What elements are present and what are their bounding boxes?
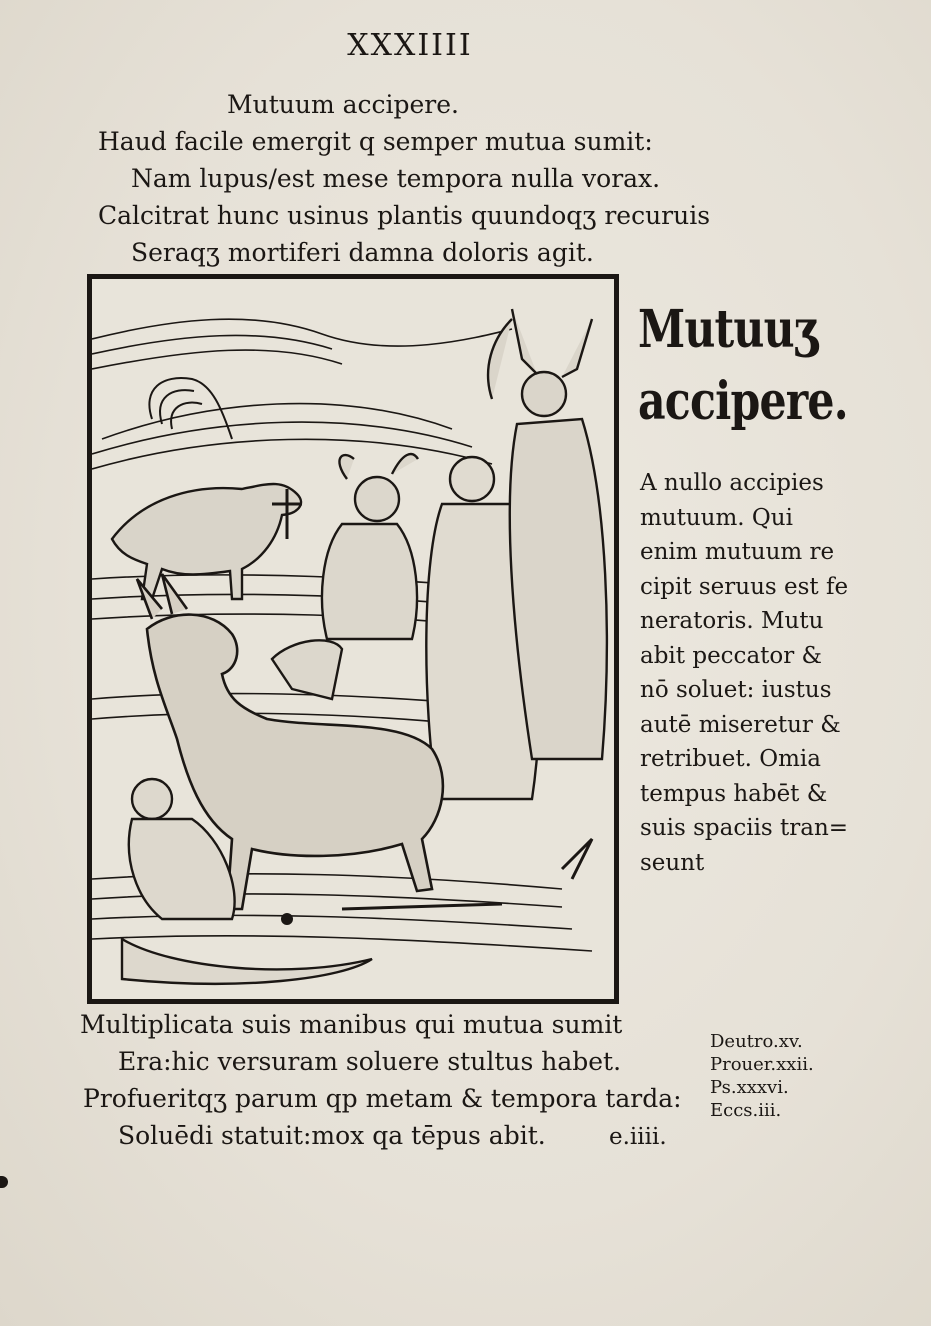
top-verse-block (95, 86, 735, 271)
reference-line: Eccs.iii. (710, 1100, 782, 1121)
commentary-line: cipit seruus est fe (640, 573, 849, 600)
verse-line: Haud facile emergit q semper mutua sumit: (98, 127, 653, 156)
reference-line: Ps.xxxvi. (710, 1077, 789, 1098)
verse-line: Seraqʒ mortiferi damna doloris agit. (131, 238, 594, 267)
signature-mark: e.iiii. (609, 1124, 667, 1150)
woodcut-drawing (92, 279, 614, 999)
verse-line: Era:hic versuram soluere stultus habet. (118, 1047, 622, 1076)
commentary-line: tempus habēt & (640, 780, 828, 807)
verse-line: Profueritqʒ parum qp metam & tempora tarda: (83, 1084, 682, 1113)
commentary-line: neratoris. Mutu (640, 608, 824, 634)
commentary-line: seunt (640, 849, 705, 876)
bottom-verse-block (80, 1006, 680, 1154)
verse-line: Calcitrat hunc usinus plantis quundoqʒ recuruis (98, 201, 711, 230)
commentary-line: A nullo accipies (640, 470, 824, 496)
commentary-line: autē miseretur & (640, 711, 841, 738)
commentary-line: suis spaciis tran= (640, 815, 849, 841)
verse-line: Multiplicata suis manibus qui mutua sumit (80, 1010, 623, 1039)
commentary-line: abit peccator & (640, 642, 823, 669)
reference-line: Deutro.xv. (710, 1031, 803, 1052)
folio-number: XXXIIII (347, 28, 473, 63)
commentary-line: enim mutuum re (640, 539, 835, 565)
verse-line: Nam lupus/est mese tempora nulla vorax. (131, 164, 661, 193)
reference-line: Prouer.xxii. (710, 1054, 814, 1075)
side-heading-line: accipere. (638, 371, 848, 432)
side-commentary (640, 466, 910, 880)
woodcut-illustration (87, 274, 619, 1004)
scripture-references (710, 1030, 814, 1122)
commentary-line: retribuet. Omia (640, 746, 821, 772)
chapter-heading: Mutuum accipere. (227, 90, 459, 119)
side-heading (638, 294, 848, 438)
page-edge-mark (0, 1176, 8, 1188)
verse-line: Soluēdi statuit:mox qa tēpus abit. (118, 1121, 546, 1150)
side-heading-line: Mutuuʒ (638, 299, 818, 360)
commentary-line: mutuum. Qui (640, 504, 793, 531)
commentary-line: nō soluet: iustus (640, 677, 832, 703)
